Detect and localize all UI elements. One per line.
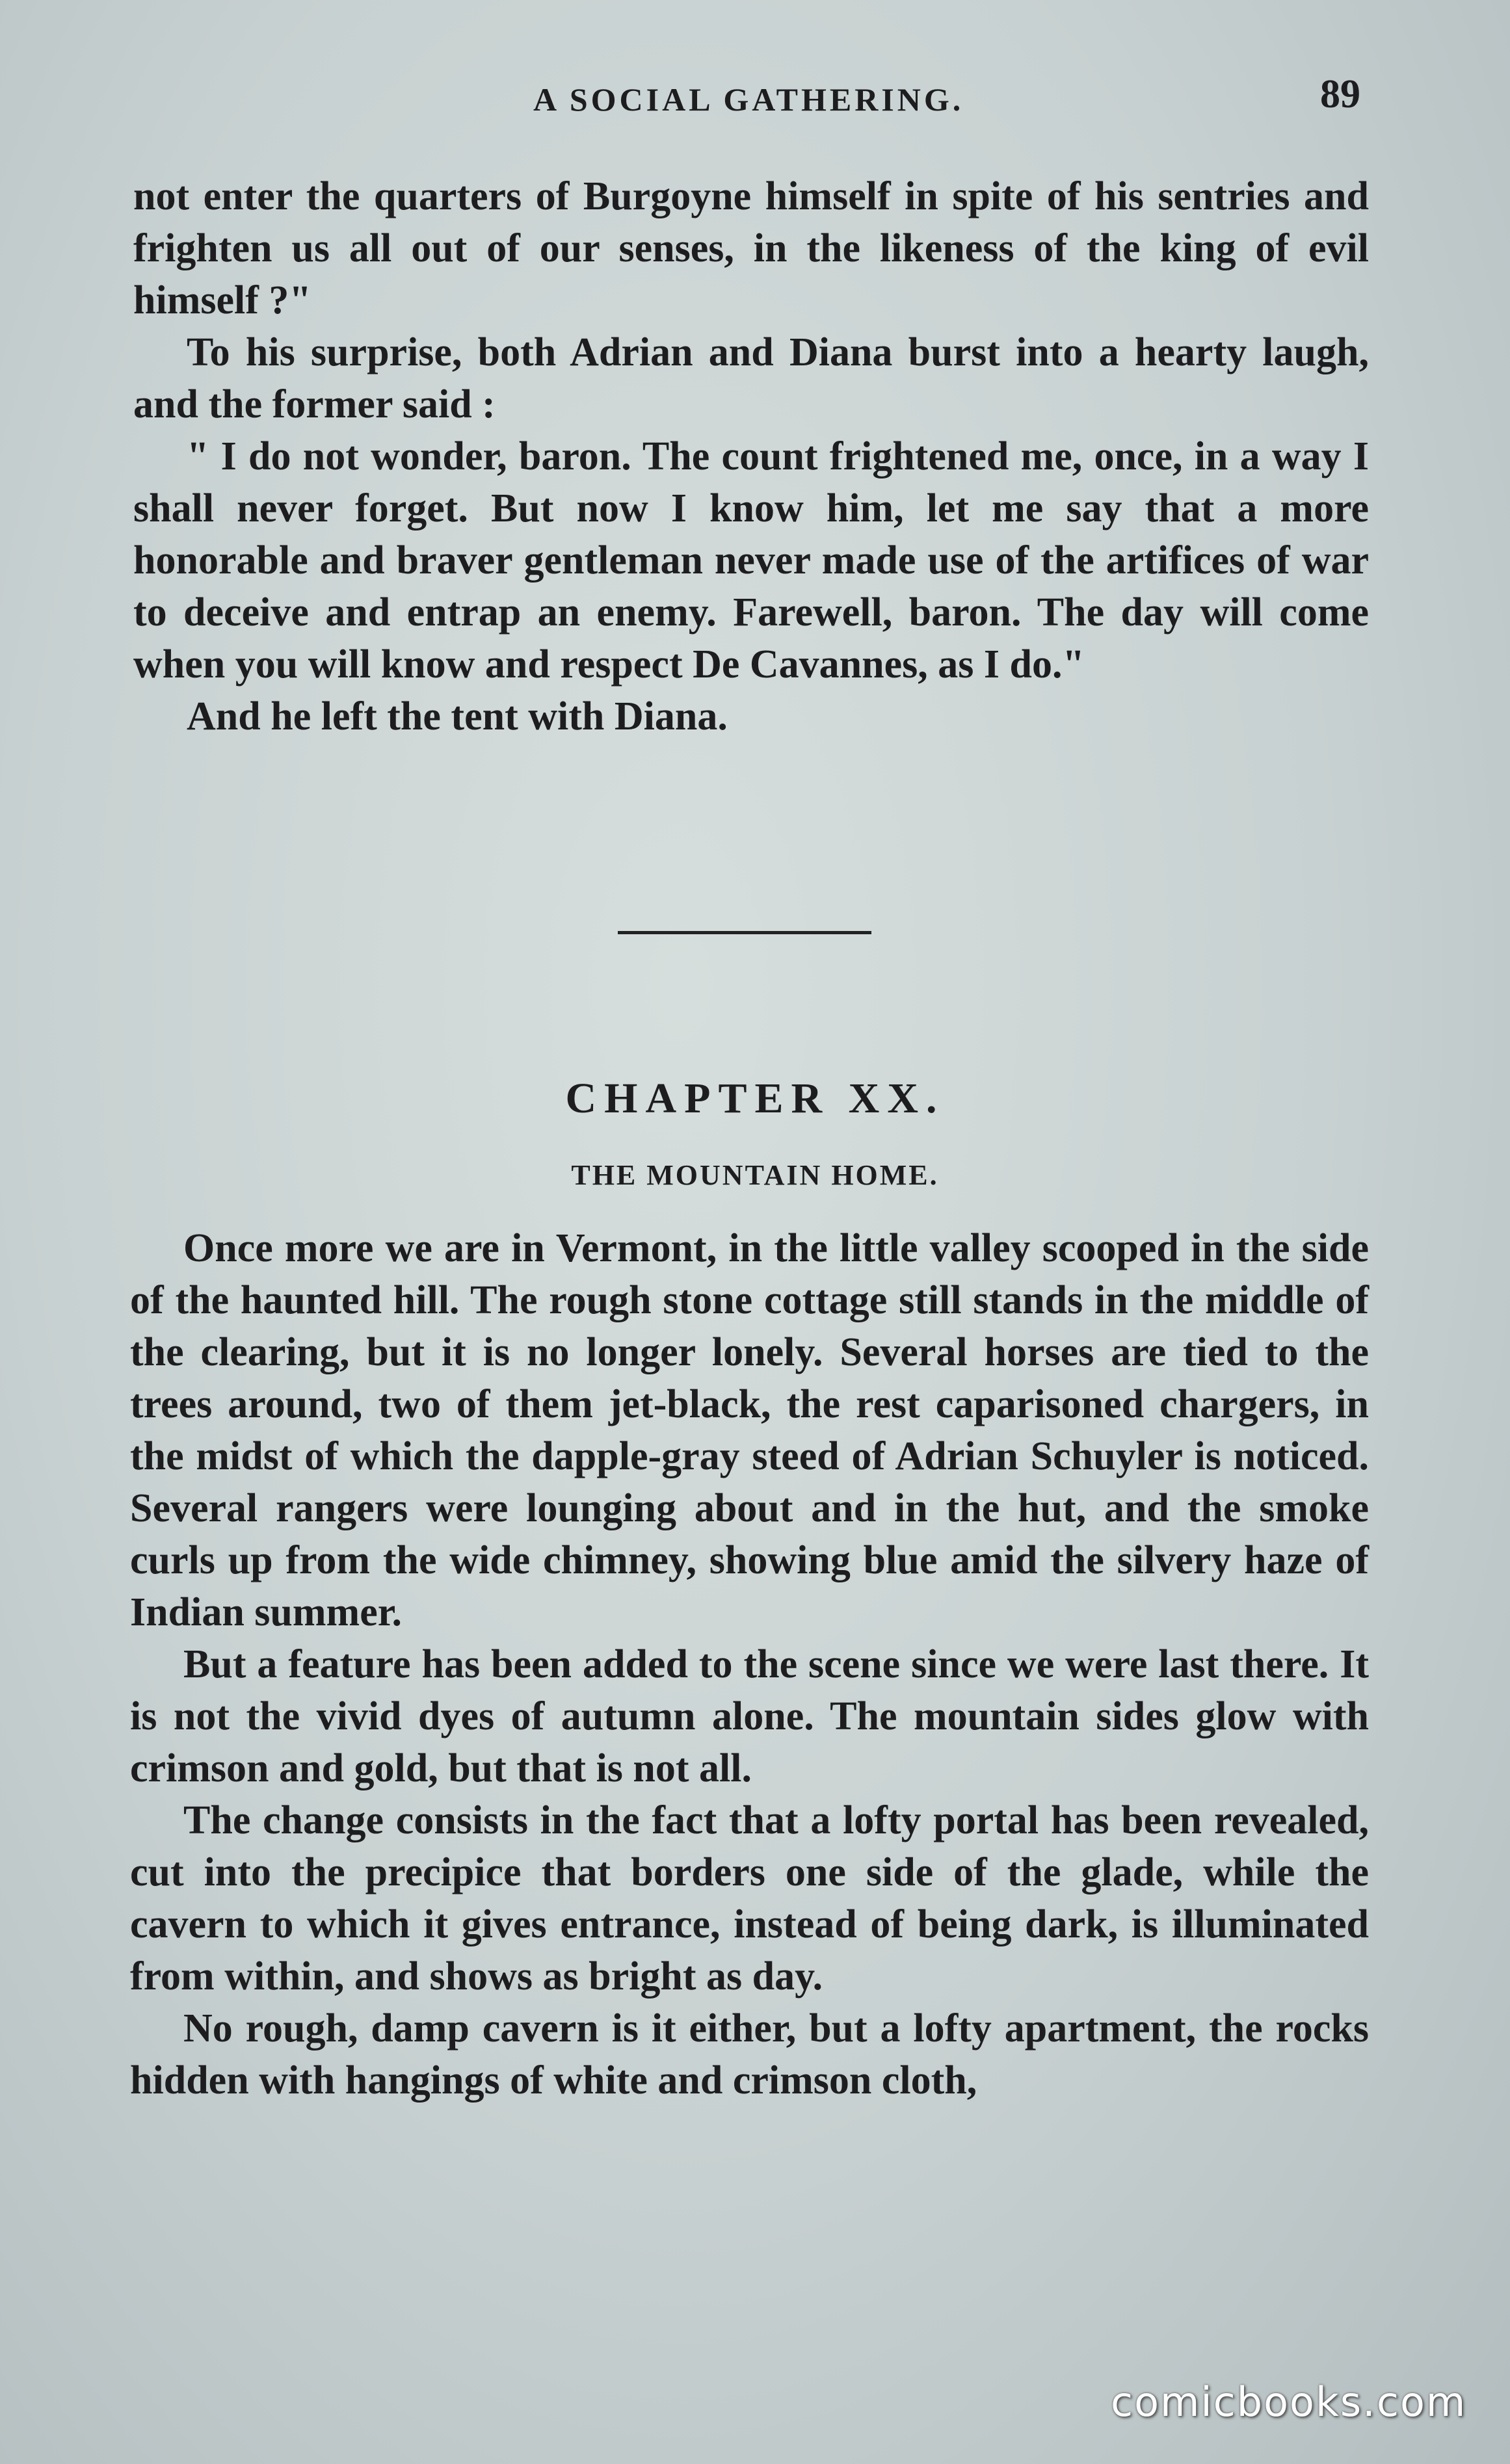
paragraph: But a feature has been added to the scene since we were last there. It is not the vivid dyes of autumn alone. The mountain sides glow with crimson and gold, but that is not all. <box>130 1642 1369 1790</box>
watermark: comicbooks.com <box>1111 2378 1467 2426</box>
paragraph: not enter the quarters of Burgoyne himself in spite of his sentries and frighten us all out of our senses, in the likeness of the king of evil himself ?" <box>133 174 1369 322</box>
paragraph: The change consists in the fact that a lofty portal has been revealed, cut into the precipice that borders one side of the glade, while the cavern to which it gives entrance, instead of being dark, is illuminated from within, and shows as bright as day. <box>130 1798 1369 1999</box>
paragraph: Once more we are in Vermont, in the little valley scooped in the side of the haunted hill. The rough stone cottage still stands in the middle of the clearing, but it is no longer lonely. Several horses are tied to the trees around, two of them jet-black, the rest caparisoned chargers, in the midst of which the dapple-gray steed of Adrian Schuyler is noticed. Several rangers were lounging about and in the hut, and the smoke curls up from the wide chimney, showing blue amid the silvery haze of Indian summer. <box>130 1226 1369 1634</box>
paragraph: No rough, damp cavern is it either, but a lofty apartment, the rocks hidden with hangings of white and crimson cloth, <box>130 2006 1369 2103</box>
paragraph: And he left the tent with Diana. <box>187 694 728 739</box>
text-block-top <box>133 170 1369 742</box>
paragraph: " I do not wonder, baron. The count frightened me, once, in a way I shall never forget. But now I know him, let me say that a more honorable and braver gentleman never made use of the artifices of war to deceive and entrap an enemy. Farewell, baron. The day will come when you will know and respect De Cavannes, as I do." <box>133 434 1369 687</box>
page-header <box>0 72 1510 130</box>
page-number: 89 <box>1320 72 1360 116</box>
running-head: A SOCIAL GATHERING. <box>533 81 964 118</box>
section-divider <box>618 931 871 934</box>
text-block-bottom <box>130 1222 1369 2106</box>
paragraph: To his surprise, both Adrian and Diana burst into a hearty laugh, and the former said : <box>133 330 1369 426</box>
chapter-subtitle: THE MOUNTAIN HOME. <box>571 1159 939 1191</box>
chapter-title: CHAPTER XX. <box>565 1075 945 1122</box>
